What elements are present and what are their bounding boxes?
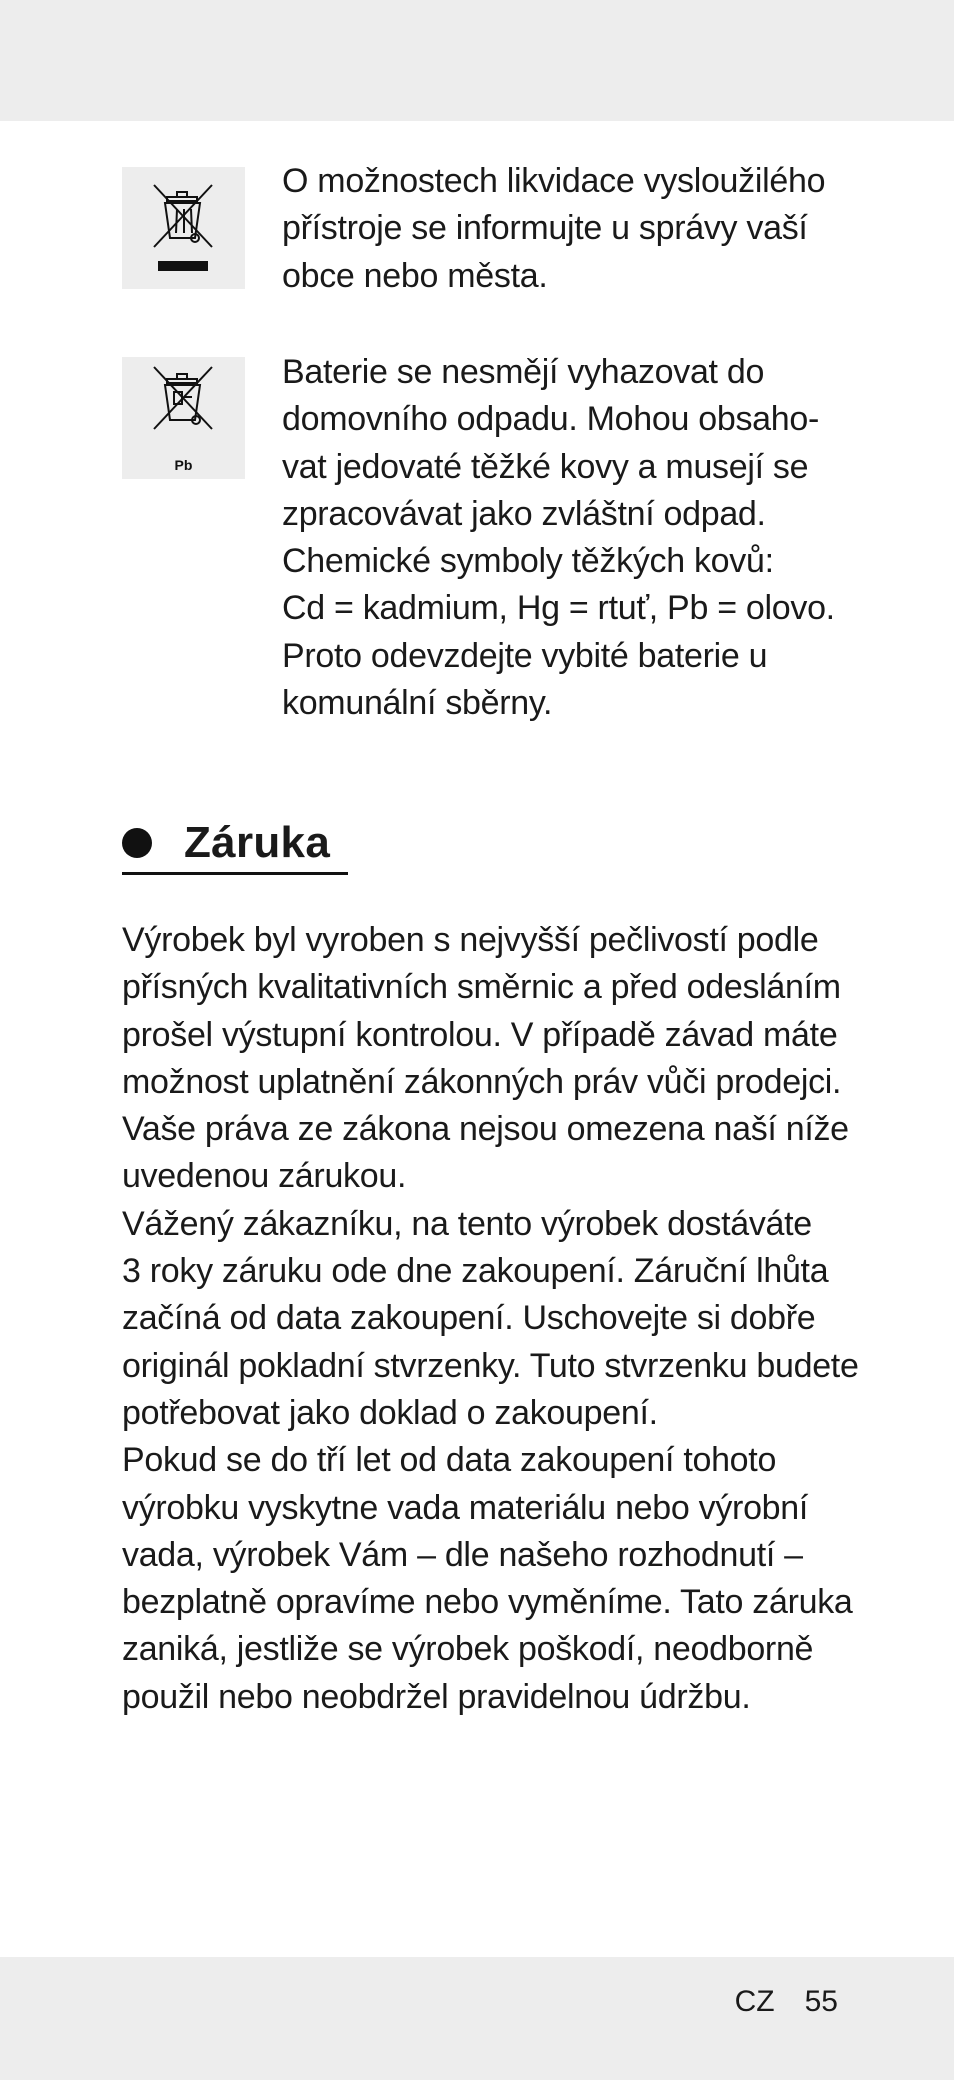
warranty-paragraph: Výrobek byl vyroben s nejvyšší pečlivostí podle přísných kvalitativních směrnic a před odesláním prošel výstupní kontrolou. V případě závad máte možnost uplatnění zákonných práv vůči prodejci. Vaše práva ze zákona nejsou omezena naší níže uvedenou zárukou. <box>122 921 849 1196</box>
warranty-heading <box>122 812 330 874</box>
heading-bullet <box>122 828 152 858</box>
battery-icon-label: Pb <box>174 457 193 473</box>
footer-language: CZ <box>734 1985 775 2018</box>
warranty-body <box>122 917 862 1721</box>
footer-page-number: 55 <box>804 1985 838 2018</box>
top-band <box>0 0 954 121</box>
warranty-heading-text: Záruka <box>184 818 331 867</box>
warranty-paragraph: Vážený zákazníku, na tento výrobek dostáváte 3 roky záruku ode dne zakoupení. Záruční lhůta začíná od data zakoupení. Uschovejte si dobře originál pokladní stvrzenky. Tuto stvrzenku budete potřebovat jako doklad o zakoupení. <box>122 1204 859 1432</box>
warranty-paragraph: Pokud se do tří let od data zakoupení tohoto výrobku vyskytne vada materiálu nebo výrobní vada, výrobek Vám – dle našeho rozhodnutí – bezplatně opravíme nebo vyměníme. Tato záruka zaniká, jestliže se výrobek poškodí, neodborně použil nebo neobdržel pravidelnou údržbu. <box>122 1441 853 1716</box>
disposal-battery-text: Baterie se nesmějí vyhazovat do domovního odpadu. Mohou obsaho- vat jedovaté těžké kovy a musejí se zpracovávat jako zvláštní odpad. Chemické symboly těžkých kovů: Cd = kadmium, Hg = rtuť, Pb = olovo. Proto odevzdejte vybité baterie u komunální sběrny. <box>282 353 835 723</box>
crossed-battery-bin-icon <box>122 357 245 479</box>
crossed-wheelie-bin-icon <box>122 167 245 289</box>
heading-underline <box>122 872 348 875</box>
disposal-appliance-text: O možnostech likvidace vysloužilého přístroje se informujte u správy vaší obce nebo města. <box>282 162 826 295</box>
page-footer <box>735 1985 838 2019</box>
